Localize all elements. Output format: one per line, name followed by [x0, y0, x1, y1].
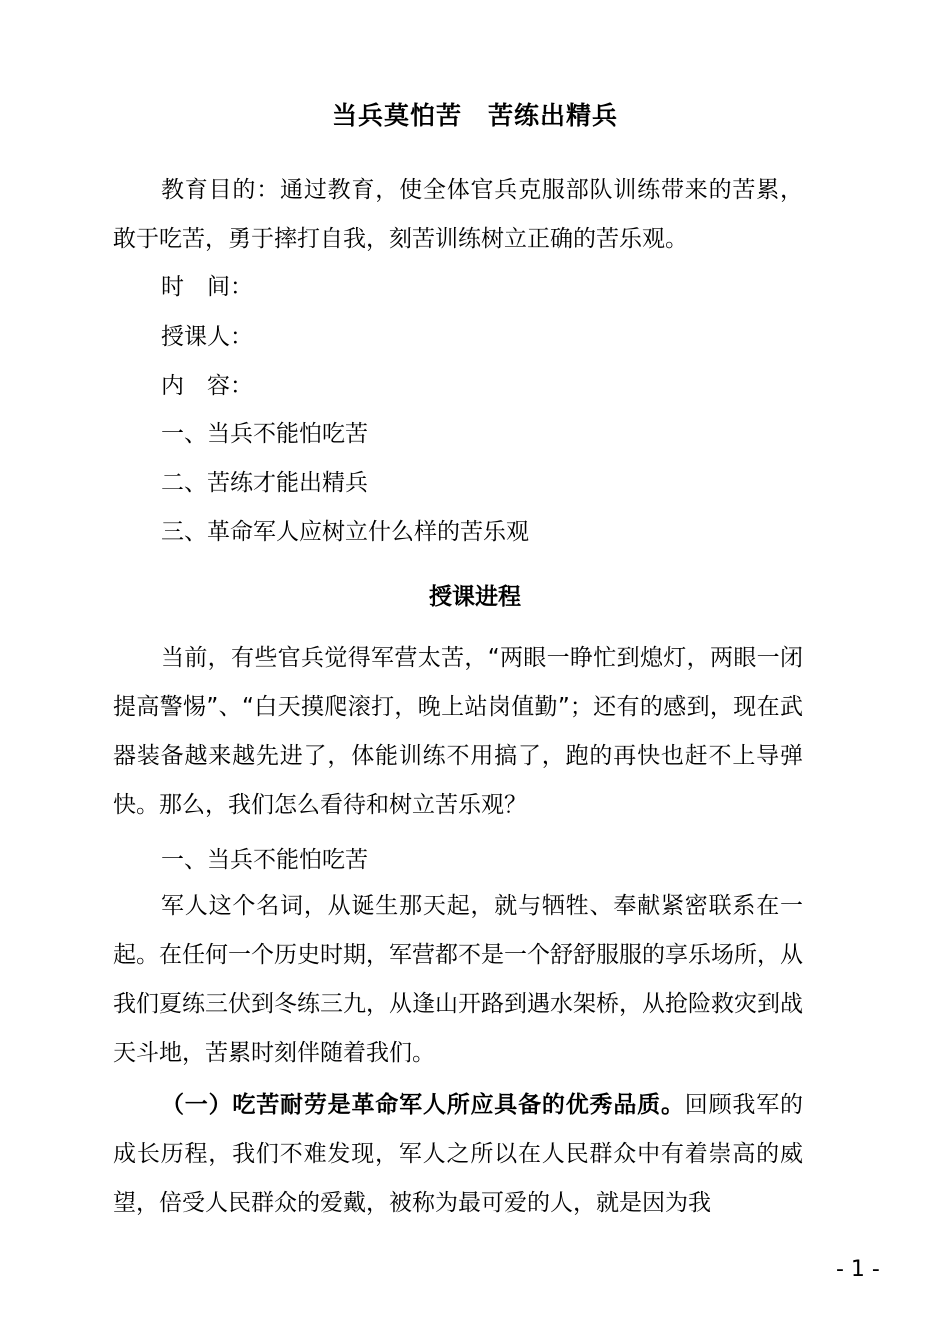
page-number: - 1 - — [836, 1257, 880, 1282]
section1-paragraph: 军人这个名词，从诞生那天起，就与牺牲、奉献紧密联系在一起。在任何一个历史时期，军营都不是一个舒舒服服的享乐场所，从我们夏练三伏到冬练三九，从逢山开路到遇水架桥，从抢险救灾到战天斗地，苦累时刻伴随着我们。 — [113, 893, 803, 1066]
outline-item: 一、当兵不能怕吃苦 — [161, 421, 368, 447]
lecturer-label: 授课人： — [161, 324, 253, 350]
content-label: 内 容： — [161, 373, 253, 399]
point1-paragraph — [113, 1081, 803, 1228]
time-label: 时 间： — [161, 274, 253, 300]
section1-heading: 一、当兵不能怕吃苦 — [161, 847, 368, 873]
point1-bold-lead: （一）吃苦耐劳是革命军人所应具备的优秀品质。 — [161, 1092, 685, 1118]
progress-heading: 授课进程 — [429, 584, 521, 610]
education-purpose: 教育目的：通过教育，使全体官兵克服部队训练带来的苦累，敢于吃苦，勇于摔打自我，刻苦训练树立正确的苦乐观。 — [113, 177, 803, 252]
outline-item: 二、苦练才能出精兵 — [161, 470, 368, 496]
intro-paragraph: 当前，有些官兵觉得军营太苦，“两眼一睁忙到熄灯，两眼一闭提高警惕”、“白天摸爬滚打，晚上站岗值勤”；还有的感到，现在武器装备越来越先进了，体能训练不用搞了，跑的再快也赶不上导弹快。那么，我们怎么看待和树立苦乐观？ — [113, 645, 803, 818]
document-title: 当兵莫怕苦 苦练出精兵 — [331, 101, 618, 130]
outline-item: 三、革命军人应树立什么样的苦乐观 — [161, 519, 529, 545]
point1-text: 回顾我军的成长历程，我们不难发现，军人之所以在人民群众中有着崇高的威望，倍受人民群众的爱戴，被称为最可爱的人，就是因为我 — [113, 1092, 804, 1216]
